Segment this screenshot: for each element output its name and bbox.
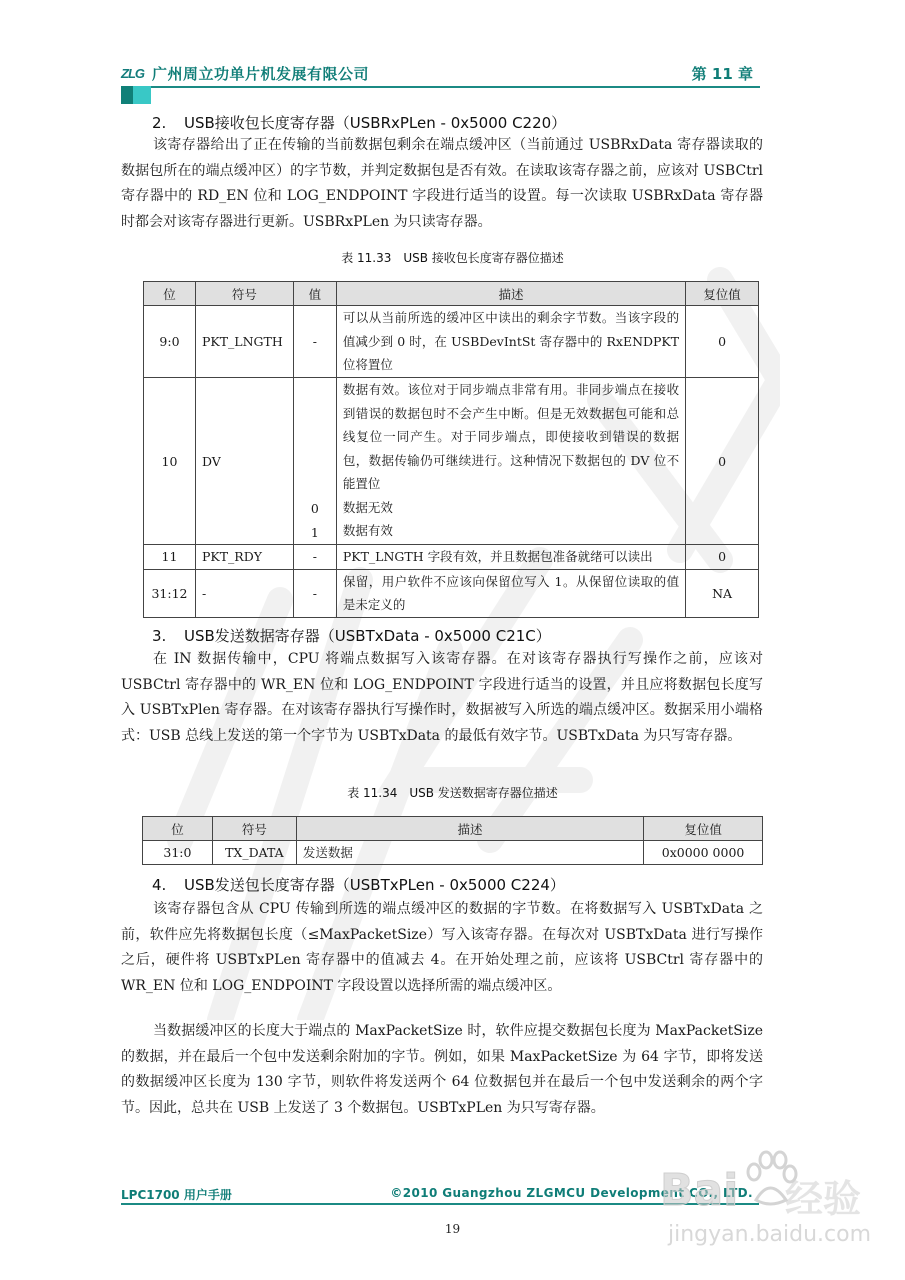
footer-rule bbox=[121, 1203, 759, 1205]
value-option-desc: 数据有效 bbox=[342, 523, 393, 538]
col-header-reset: 复位值 bbox=[686, 282, 759, 306]
col-header-bit: 位 bbox=[143, 817, 213, 841]
cell-reset: 0 bbox=[686, 306, 759, 378]
col-header-reset: 复位值 bbox=[644, 817, 763, 841]
cell-symbol: PKT_LNGTH bbox=[195, 306, 293, 378]
cell-symbol: - bbox=[195, 569, 293, 617]
cell-value: - bbox=[293, 545, 336, 570]
col-header-description: 描述 bbox=[296, 817, 643, 841]
value-option-desc: 数据无效 bbox=[342, 499, 393, 515]
register-table-usbrxplen bbox=[143, 281, 759, 618]
header-decoration-dark bbox=[121, 86, 133, 104]
cell-symbol: DV bbox=[195, 378, 293, 545]
cell-reset: 0 bbox=[686, 378, 759, 545]
table-caption-11-33: 表 11.33 USB 接收包长度寄存器位描述 bbox=[341, 251, 564, 265]
header-decoration-light bbox=[133, 86, 151, 104]
cell-symbol: PKT_RDY bbox=[195, 545, 293, 570]
cell-description bbox=[336, 378, 685, 545]
cell-value bbox=[293, 378, 336, 545]
header-rule bbox=[121, 86, 760, 88]
table-row bbox=[143, 841, 763, 865]
cell-symbol: TX_DATA bbox=[212, 841, 296, 865]
cell-value: - bbox=[293, 569, 336, 617]
baidu-jingyan-watermark bbox=[660, 1150, 905, 1260]
cell-description: PKT_LNGTH 字段有效，并且数据包准备就绪可以读出 bbox=[336, 545, 685, 570]
col-header-value: 值 bbox=[293, 282, 336, 306]
section-heading-2 bbox=[152, 112, 566, 133]
cell-bit: 31:12 bbox=[144, 569, 196, 617]
watermark-url: jingyan.baidu.com bbox=[668, 1222, 872, 1247]
cell-bit: 31:0 bbox=[143, 841, 213, 865]
table-header-row bbox=[143, 817, 763, 841]
watermark-brand: Bai bbox=[660, 1165, 739, 1216]
cell-bit: 11 bbox=[144, 545, 196, 570]
cell-reset: 0 bbox=[686, 545, 759, 570]
paragraph-usbtxplen-2: 当数据缓冲区的长度大于端点的 MaxPacketSize 时，软件应提交数据包长度为 MaxPacketSize 的数据，并在最后一个包中发送剩余附加的字节。例如，如果 MaxPacketSize 为 64 字节，即将发送的数据缓冲区长度为 130 字节，则软件将发送两个 64 位数据包并在最后一个包中发送剩余的两个字节。因此，总共在 USB 上发送了 3 个数据包。USBTxPLen 为只写寄存器。 bbox=[121, 1023, 763, 1116]
col-header-symbol: 符号 bbox=[212, 817, 296, 841]
page-number: 19 bbox=[444, 1222, 461, 1236]
cell-bit: 10 bbox=[144, 378, 196, 545]
company-name: 广州周立功单片机发展有限公司 bbox=[152, 65, 370, 83]
company-logo: ZLG bbox=[121, 66, 144, 81]
section-title: USB发送数据寄存器（USBTxData - 0x5000 C21C） bbox=[184, 627, 551, 645]
chapter-label: 第 11 章 bbox=[691, 65, 753, 83]
paw-icon bbox=[740, 1150, 800, 1210]
table-caption-11-34: 表 11.34 USB 发送数据寄存器位描述 bbox=[347, 786, 558, 800]
section-title: USB发送包长度寄存器（USBTxPLen - 0x5000 C224） bbox=[184, 876, 565, 894]
section-heading-3 bbox=[152, 625, 551, 646]
cell-value: - bbox=[293, 306, 336, 378]
footer-copyright: ©2010 Guangzhou ZLGMCU Development CO., LTD. bbox=[390, 1186, 753, 1200]
table-row bbox=[144, 569, 759, 617]
section-number: 2. bbox=[152, 114, 167, 132]
paragraph-usbtxdata: 在 IN 数据传输中，CPU 将端点数据写入该寄存器。在对该寄存器执行写操作之前，应该对 USBCtrl 寄存器中的 WR_EN 位和 LOG_ENDPOINT 字段进行适当的设置，并且应将数据包长度写入 USBTxPlen 寄存器。在对该寄存器执行写操作时，数据被写入所选的端点缓冲区。数据采用小端格式：USB 总线上发送的第一个字节为 USBTxData 的最低有效字节。USBTxData 为只写寄存器。 bbox=[121, 651, 763, 744]
cell-description: 可以从当前所选的缓冲区中读出的剩余字节数。当该字段的值减少到 0 时，在 USBDevIntSt 寄存器中的 RxENDPKT 位将置位 bbox=[336, 306, 685, 378]
description-text: 数据有效。该位对于同步端点非常有用。非同步端点在接收到错误的数据包时不会产生中断。但是无效数据包可能和总线复位一同产生。对于同步端点，即使接收到错误的数据包，数据传输仍可继续进行。这种情况下数据包的 DV 位不能置位 bbox=[342, 382, 680, 491]
cell-description: 保留，用户软件不应该向保留位写入 1。从保留位读取的值是未定义的 bbox=[336, 569, 685, 617]
table-row bbox=[144, 306, 759, 378]
table-row bbox=[144, 378, 759, 545]
table-header-row bbox=[144, 282, 759, 306]
col-header-symbol: 符号 bbox=[195, 282, 293, 306]
cell-reset: 0x0000 0000 bbox=[644, 841, 763, 865]
value-option: 1 bbox=[310, 524, 319, 540]
value-option: 0 bbox=[310, 501, 319, 516]
section-title: USB接收包长度寄存器（USBRxPLen - 0x5000 C220） bbox=[184, 114, 567, 132]
paragraph-usbtxplen-1: 该寄存器包含从 CPU 传输到所选的端点缓冲区的数据的字节数。在将数据写入 USBTxData 之前，软件应先将数据包长度（≤MaxPacketSize）写入该寄存器。在每次对 USBTxData 进行写操作之后，硬件将 USBTxPLen 寄存器中的值减去 4。在开始处理之前，应该将 USBCtrl 寄存器中的 WR_EN 位和 LOG_ENDPOINT 字段设置以选择所需的端点缓冲区。 bbox=[121, 901, 763, 994]
section-number: 3. bbox=[152, 627, 167, 645]
cell-bit: 9:0 bbox=[144, 306, 196, 378]
col-header-description: 描述 bbox=[336, 282, 685, 306]
register-table-usbtxdata bbox=[142, 816, 763, 865]
table-row bbox=[144, 545, 759, 570]
col-header-bit: 位 bbox=[144, 282, 196, 306]
cell-description: 发送数据 bbox=[296, 841, 643, 865]
cell-reset: NA bbox=[686, 569, 759, 617]
footer-manual-title: LPC1700 用户手册 bbox=[121, 1188, 232, 1202]
watermark-brand-cn: 经验 bbox=[785, 1177, 862, 1221]
section-heading-4 bbox=[152, 874, 565, 895]
paragraph-usbrxplen: 该寄存器给出了正在传输的当前数据包剩余在端点缓冲区（当前通过 USBRxData 寄存器读取的数据包所在的端点缓冲区）的字节数，并判定数据包是否有效。在读取该寄存器之前，应该对 USBCtrl 寄存器中的 RD_EN 位和 LOG_ENDPOINT 字段进行适当的设置。每一次读取 USBRxData 寄存器时都会对该寄存器进行更新。USBRxPLen 为只读寄存器。 bbox=[121, 137, 763, 230]
section-number: 4. bbox=[152, 876, 167, 894]
